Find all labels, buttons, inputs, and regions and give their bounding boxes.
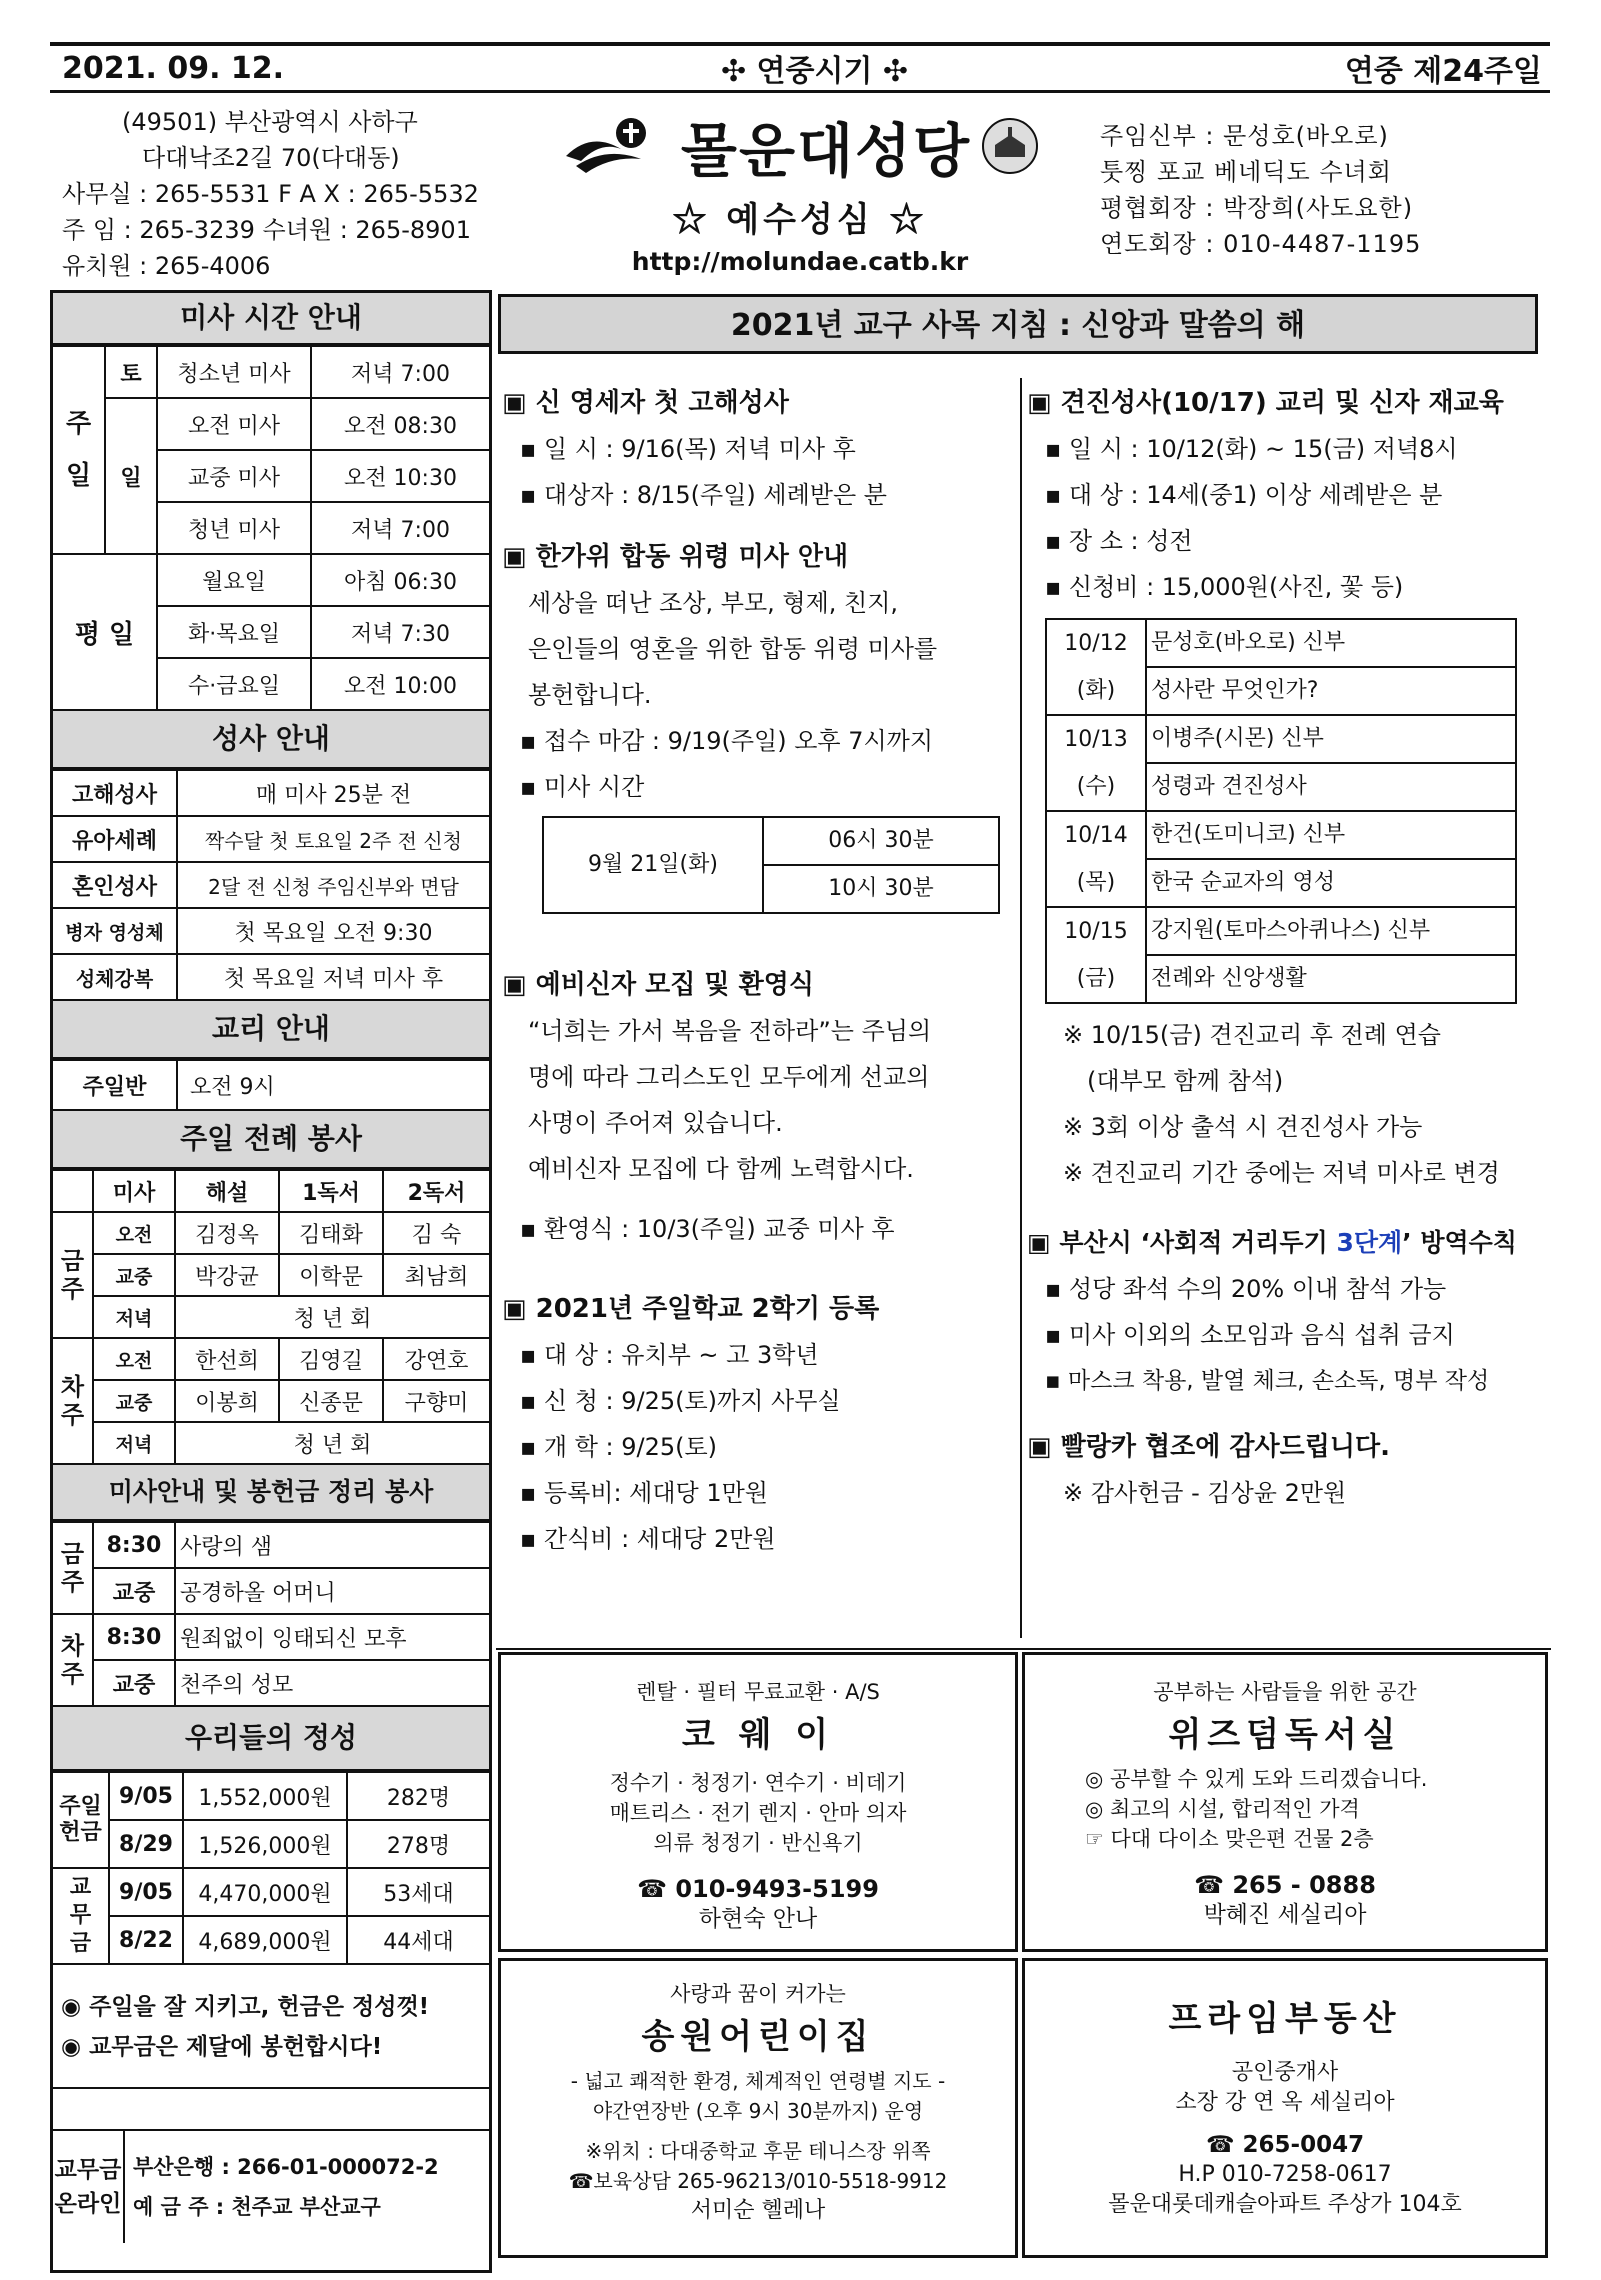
address-line: 다대낙조2길 70(다대동) xyxy=(142,144,400,172)
confession-heading: ▣ 신 영세자 첫 고해성사 xyxy=(502,388,789,418)
ad-line: 매트리스 · 전기 렌지 · 안마 의자 xyxy=(609,1801,907,1825)
mass-slot: 오전 xyxy=(93,1338,175,1380)
sunday-offering-label: 주일헌금 xyxy=(53,1772,109,1868)
reader-1: 김태화 xyxy=(279,1212,383,1254)
left-column xyxy=(50,290,492,2273)
mass-name: 청소년 미사 xyxy=(157,346,311,398)
chuseok-item: ▪ 접수 마감 : 9/19(주일) 오후 7시까지 xyxy=(520,727,934,755)
dues-date: 9/05 xyxy=(109,1868,183,1916)
liturgy-col: 2독서 xyxy=(383,1170,489,1212)
notice-line: ◉ 주일을 잘 지키고, 헌금은 정성껏! xyxy=(61,1994,430,2020)
confirmation-note: ※ 3회 이상 출석 시 견진성사 가능 xyxy=(1063,1113,1423,1141)
this-week-label: 금주 xyxy=(53,1212,93,1338)
ads-divider xyxy=(496,1648,1551,1650)
mass-name: 수·금요일 xyxy=(157,658,311,710)
dues-count: 44세대 xyxy=(347,1916,489,1964)
phone-line: 주 임 : 265-3239 수녀원 : 265-8901 xyxy=(62,216,471,244)
this-week-label: 금주 xyxy=(53,1522,93,1614)
sacrament-table xyxy=(53,769,489,1001)
doctrine-table xyxy=(53,1059,489,1111)
sacrament-label: 고해성사 xyxy=(53,770,177,816)
confirmation-note: (대부모 함께 참석) xyxy=(1087,1067,1284,1095)
mass-name: 월요일 xyxy=(157,554,311,606)
service-slot: 8:30 xyxy=(93,1522,175,1568)
dues-date: 8/22 xyxy=(109,1916,183,1964)
ad-line: ☞ 다대 다이소 맞은편 건물 2층 xyxy=(1085,1827,1374,1851)
next-week-label: 차주 xyxy=(53,1614,93,1706)
dues-amount: 4,689,000원 xyxy=(183,1916,347,1964)
liturgical-week: 연중 제24주일 xyxy=(1344,54,1542,89)
devotion-notice xyxy=(53,1965,489,2089)
devotion-table xyxy=(53,1771,489,1965)
sundayschool-item: ▪ 간식비 : 세대당 2만원 xyxy=(520,1525,776,1553)
ad-phone: ☎보육상담 265-96213/010-5518-9912 xyxy=(568,2169,948,2193)
ad-phone: ☎ 010-9493-5199 xyxy=(637,1875,879,1903)
doctrine-header: 교리 안내 xyxy=(53,1001,489,1059)
thanks-item: ※ 감사헌금 - 김상윤 2만원 xyxy=(1063,1479,1347,1507)
commentator: 한선희 xyxy=(175,1338,279,1380)
ad-title: 송원어린이집 xyxy=(641,2017,875,2057)
confirmation-item: ▪ 일 시 : 10/12(화) ~ 15(금) 저녁8시 xyxy=(1045,435,1458,463)
service-slot: 8:30 xyxy=(93,1614,175,1660)
ad-title: 코 웨 이 xyxy=(681,1715,835,1755)
dues-label: 교무금 xyxy=(53,1868,109,1964)
coway-ad xyxy=(498,1652,1018,1952)
church-masthead xyxy=(560,104,1040,276)
sacrament-value: 매 미사 25분 전 xyxy=(177,770,489,816)
church-motto: ☆ 예수성심 ☆ xyxy=(672,200,928,240)
weekday-label: 평 일 xyxy=(53,554,157,710)
catechumen-text: 예비신자 모집에 다 함께 노력합시다. xyxy=(528,1155,914,1183)
right-column xyxy=(1027,380,1552,1516)
busan-item: ▪ 미사 이외의 소모임과 음식 섭취 금지 xyxy=(1045,1321,1455,1349)
mass-time: 저녁 7:00 xyxy=(311,502,489,554)
reader-2: 최남희 xyxy=(383,1254,489,1296)
schedule-priest: 이병주(시몬) 신부 xyxy=(1146,715,1516,763)
saturday-label: 토 xyxy=(105,346,157,398)
sundayschool-item: ▪ 신 청 : 9/25(토)까지 사무실 xyxy=(520,1387,841,1415)
chuseok-item: ▪ 미사 시간 xyxy=(520,773,645,801)
confirmation-note: ※ 10/15(금) 견진교리 후 전례 연습 xyxy=(1063,1021,1441,1049)
service-group: 공경하올 어머니 xyxy=(175,1568,489,1614)
liturgical-season: ✣ 연중시기 ✣ xyxy=(720,54,909,89)
busan-item: ▪ 성당 좌석 수의 20% 이내 참석 가능 xyxy=(1045,1275,1447,1303)
bulletin-date: 2021. 09. 12. xyxy=(62,50,285,86)
confirmation-item: ▪ 대 상 : 14세(중1) 이상 세례받은 분 xyxy=(1045,481,1443,509)
schedule-priest: 한건(도미니코) 신부 xyxy=(1146,811,1516,859)
schedule-priest: 강지원(토마스아퀴나스) 신부 xyxy=(1146,907,1516,955)
schedule-weekday: (화) xyxy=(1046,667,1146,715)
schedule-priest: 문성호(바오로) 신부 xyxy=(1146,619,1516,667)
offering-service-header: 미사안내 및 봉헌금 정리 봉사 xyxy=(53,1465,489,1521)
sundayschool-item: ▪ 대 상 : 유치부 ~ 고 3학년 xyxy=(520,1341,819,1369)
sundayschool-heading: ▣ 2021년 주일학교 2학기 등록 xyxy=(502,1294,880,1324)
offering-date: 8/29 xyxy=(109,1820,183,1868)
sunday-label: 주 일 xyxy=(53,346,105,554)
ad-mobile: H.P 010-7258-0617 xyxy=(1178,2162,1392,2187)
schedule-date: 10/12 xyxy=(1046,619,1146,667)
catechumen-item: ▪ 환영식 : 10/3(주일) 교중 미사 후 xyxy=(520,1215,895,1243)
column-divider xyxy=(1020,378,1022,1638)
schedule-topic: 성령과 견진성사 xyxy=(1146,763,1516,811)
schedule-weekday: (금) xyxy=(1046,955,1146,1003)
chuseok-text: 은인들의 영혼을 위한 합동 위령 미사를 xyxy=(528,635,938,663)
ad-phone: ☎ 265-0047 xyxy=(1205,2132,1365,2158)
schedule-topic: 전례와 신앙생활 xyxy=(1146,955,1516,1003)
service-group: 천주의 성모 xyxy=(175,1660,489,1706)
liturgy-col: 1독서 xyxy=(279,1170,383,1212)
mass-slot: 저녁 xyxy=(93,1296,175,1338)
catechumen-text: “너희는 가서 복음을 전하라”는 주님의 xyxy=(528,1017,932,1045)
pastoral-guideline-title: 2021년 교구 사목 지침 : 신앙과 말씀의 해 xyxy=(498,294,1538,354)
service-slot: 교중 xyxy=(93,1568,175,1614)
offering-amount: 1,552,000원 xyxy=(183,1772,347,1820)
commentator: 박강균 xyxy=(175,1254,279,1296)
ad-contact: 서미순 헬레나 xyxy=(690,2198,826,2223)
staff-line: 주임신부 : 문성호(바오로) xyxy=(1100,122,1389,150)
mass-slot: 저녁 xyxy=(93,1422,175,1464)
schedule-date: 10/14 xyxy=(1046,811,1146,859)
ad-title: 위즈덤독서실 xyxy=(1168,1715,1402,1755)
confirmation-item: ▪ 장 소 : 성전 xyxy=(1045,527,1193,555)
sundayschool-item: ▪ 등록비: 세대당 1만원 xyxy=(520,1479,768,1507)
busan-heading-text: ’ 방역수칙 xyxy=(1402,1228,1517,1257)
schedule-weekday: (수) xyxy=(1046,763,1146,811)
mass-time: 아침 06:30 xyxy=(311,554,489,606)
mass-slot: 오전 xyxy=(93,1212,175,1254)
ad-line: 공인중개사 xyxy=(1231,2060,1339,2085)
evening-group: 청 년 회 xyxy=(175,1296,489,1338)
mass-slot: 교중 xyxy=(93,1380,175,1422)
busan-item: ▪ 마스크 착용, 발열 체크, 손소독, 명부 작성 xyxy=(1045,1368,1490,1394)
sacrament-value: 짝수달 첫 토요일 2주 전 신청 xyxy=(177,816,489,862)
ad-tagline: 사랑과 꿈이 커가는 xyxy=(670,1982,846,2006)
chuseok-text: 세상을 떠난 조상, 부모, 형제, 친지, xyxy=(528,589,899,617)
chuseok-text: 봉헌합니다. xyxy=(528,681,652,709)
ad-line: - 넓고 쾌적한 환경, 체계적인 연령별 지도 - xyxy=(570,2069,946,2093)
sacrament-header: 성사 안내 xyxy=(53,711,489,769)
sundayschool-item: ▪ 개 학 : 9/25(토) xyxy=(520,1433,718,1461)
chuseok-time: 10시 30분 xyxy=(763,865,999,913)
schedule-topic: 한국 순교자의 영성 xyxy=(1146,859,1516,907)
mass-name: 교중 미사 xyxy=(157,450,311,502)
songwon-ad xyxy=(498,1958,1018,2258)
church-url[interactable]: http://molundae.catb.kr xyxy=(631,247,969,276)
sacrament-label: 병자 영성체 xyxy=(53,908,177,954)
prime-realty-ad xyxy=(1022,1958,1548,2258)
schedule-topic: 성사란 무엇인가? xyxy=(1146,667,1516,715)
notice-line: ◉ 교무금은 제달에 봉헌합시다! xyxy=(61,2034,383,2060)
chuseok-heading: ▣ 한가위 합동 위령 미사 안내 xyxy=(502,542,849,572)
mass-time: 오전 10:00 xyxy=(311,658,489,710)
top-bar xyxy=(50,42,1550,93)
church-building-icon xyxy=(981,117,1039,175)
offering-count: 282명 xyxy=(347,1772,489,1820)
mass-time: 저녁 7:00 xyxy=(311,346,489,398)
mass-name: 청년 미사 xyxy=(157,502,311,554)
offering-amount: 1,526,000원 xyxy=(183,1820,347,1868)
ad-title: 프라임부동산 xyxy=(1168,1999,1402,2039)
sacrament-value: 첫 목요일 저녁 미사 후 xyxy=(177,954,489,1000)
mass-times-table xyxy=(53,345,489,711)
service-group: 사랑의 샘 xyxy=(175,1522,489,1568)
ad-line: ※위치 : 다대중학교 후문 테니스장 위쪽 xyxy=(585,2139,931,2163)
reader-2: 구향미 xyxy=(383,1380,489,1422)
bank-label: 교무금 온라인 xyxy=(53,2131,125,2243)
service-slot: 교중 xyxy=(93,1660,175,1706)
liturgy-header: 주일 전례 봉사 xyxy=(53,1111,489,1169)
confirmation-schedule xyxy=(1045,618,1517,1004)
bank-account xyxy=(53,2129,489,2243)
commentator: 김정옥 xyxy=(175,1212,279,1254)
staff-line: 연도회장 : 010-4487-1195 xyxy=(1100,230,1422,258)
schedule-date: 10/13 xyxy=(1046,715,1146,763)
ad-contact: 박혜진 세실리아 xyxy=(1203,1902,1367,1928)
ad-line: 의류 청정기 · 반신욕기 xyxy=(653,1831,863,1855)
ad-line: 정수기 · 청정기· 연수기 · 비데기 xyxy=(609,1771,907,1795)
devotion-header: 우리들의 정성 xyxy=(53,1707,489,1771)
reader-1: 김영길 xyxy=(279,1338,383,1380)
ad-address: 몰운대롯데캐슬아파트 주상가 104호 xyxy=(1108,2192,1462,2217)
doctrine-label: 주일반 xyxy=(53,1060,177,1110)
bank-number: 부산은행 : 266-01-000072-2 xyxy=(133,2155,439,2179)
liturgy-table xyxy=(53,1169,489,1465)
bank-holder: 예 금 주 : 천주교 부산교구 xyxy=(133,2195,381,2219)
schedule-date: 10/15 xyxy=(1046,907,1146,955)
address-line: (49501) 부산광역시 사하구 xyxy=(122,108,418,136)
ad-contact: 하현숙 안나 xyxy=(698,1906,818,1932)
liturgy-col: 미사 xyxy=(93,1170,175,1212)
commentator: 이봉희 xyxy=(175,1380,279,1422)
mass-slot: 교중 xyxy=(93,1254,175,1296)
confession-item: ▪ 일 시 : 9/16(목) 저녁 미사 후 xyxy=(520,435,856,463)
middle-column xyxy=(502,380,1022,1562)
mass-time: 오전 10:30 xyxy=(311,450,489,502)
busan-heading xyxy=(1027,1220,1552,1266)
phone-line: 사무실 : 265-5531 F A X : 265-5532 xyxy=(62,180,479,208)
church-staff xyxy=(1100,118,1560,262)
mass-name: 오전 미사 xyxy=(157,398,311,450)
mass-times-header: 미사 시간 안내 xyxy=(53,293,489,345)
staff-line: 툿찡 포교 베네딕도 수녀회 xyxy=(1100,158,1392,186)
mass-time: 저녁 7:30 xyxy=(311,606,489,658)
offering-date: 9/05 xyxy=(109,1772,183,1820)
ad-line: ◎ 공부할 수 있게 도와 드리겠습니다. xyxy=(1085,1767,1428,1791)
catechumen-text: 사명이 주어져 있습니다. xyxy=(528,1109,783,1137)
busan-heading-text: ▣ 부산시 ‘사회적 거리두기 xyxy=(1027,1228,1337,1257)
sacrament-label: 혼인성사 xyxy=(53,862,177,908)
reader-2: 김 숙 xyxy=(383,1212,489,1254)
reader-2: 강연호 xyxy=(383,1338,489,1380)
offering-service-table xyxy=(53,1521,489,1707)
church-logo-icon xyxy=(561,111,671,181)
chuseok-mass-table xyxy=(542,816,1000,914)
ad-line: 야간연장반 (오후 9시 30분까지) 운영 xyxy=(592,2099,924,2123)
phone-line: 유치원 : 265-4006 xyxy=(62,252,271,280)
ad-line: ◎ 최고의 시설, 합리적인 가격 xyxy=(1085,1797,1360,1821)
dues-amount: 4,470,000원 xyxy=(183,1868,347,1916)
ad-tagline: 렌탈 · 필터 무료교환 · A/S xyxy=(636,1680,880,1704)
sacrament-value: 첫 목요일 오전 9:30 xyxy=(177,908,489,954)
busan-level-highlight: 3단계 xyxy=(1336,1228,1403,1257)
mass-time: 오전 08:30 xyxy=(311,398,489,450)
ad-line: 소장 강 연 옥 세실리아 xyxy=(1175,2090,1395,2115)
ad-phone: ☎ 265 - 0888 xyxy=(1194,1871,1376,1899)
thanks-heading: ▣ 빨랑카 협조에 감사드립니다. xyxy=(1027,1432,1390,1462)
catechumen-text: 명에 따라 그리스도인 모두에게 선교의 xyxy=(528,1063,930,1091)
reader-1: 신종문 xyxy=(279,1380,383,1422)
ad-tagline: 공부하는 사람들을 위한 공간 xyxy=(1153,1680,1417,1704)
sacrament-label: 성체강복 xyxy=(53,954,177,1000)
chuseok-date: 9월 21일(화) xyxy=(543,817,763,913)
confirmation-note: ※ 견진교리 기간 중에는 저녁 미사로 변경 xyxy=(1063,1159,1500,1187)
mass-name: 화·목요일 xyxy=(157,606,311,658)
doctrine-value: 오전 9시 xyxy=(177,1060,489,1110)
schedule-weekday: (목) xyxy=(1046,859,1146,907)
offering-count: 278명 xyxy=(347,1820,489,1868)
reader-1: 이학문 xyxy=(279,1254,383,1296)
chuseok-time: 06시 30분 xyxy=(763,817,999,865)
next-week-label: 차주 xyxy=(53,1338,93,1464)
service-group: 원죄없이 잉태되신 모후 xyxy=(175,1614,489,1660)
confirmation-item: ▪ 신청비 : 15,000원(사진, 꽃 등) xyxy=(1045,573,1404,601)
sacrament-value: 2달 전 신청 주임신부와 면담 xyxy=(177,862,489,908)
sacrament-label: 유아세례 xyxy=(53,816,177,862)
church-name: 몰운대성당 xyxy=(680,117,972,185)
liturgy-col: 해설 xyxy=(175,1170,279,1212)
church-address xyxy=(62,104,542,284)
wisdom-ad xyxy=(1022,1652,1548,1952)
confession-item: ▪ 대상자 : 8/15(주일) 세례받은 분 xyxy=(520,481,887,509)
staff-line: 평협회장 : 박장희(사도요한) xyxy=(1100,194,1414,222)
catechumen-heading: ▣ 예비신자 모집 및 환영식 xyxy=(502,970,814,1000)
evening-group: 청 년 회 xyxy=(175,1422,489,1464)
dues-count: 53세대 xyxy=(347,1868,489,1916)
confirmation-heading: ▣ 견진성사(10/17) 교리 및 신자 재교육 xyxy=(1027,388,1504,418)
sunday-day-label: 일 xyxy=(105,398,157,554)
